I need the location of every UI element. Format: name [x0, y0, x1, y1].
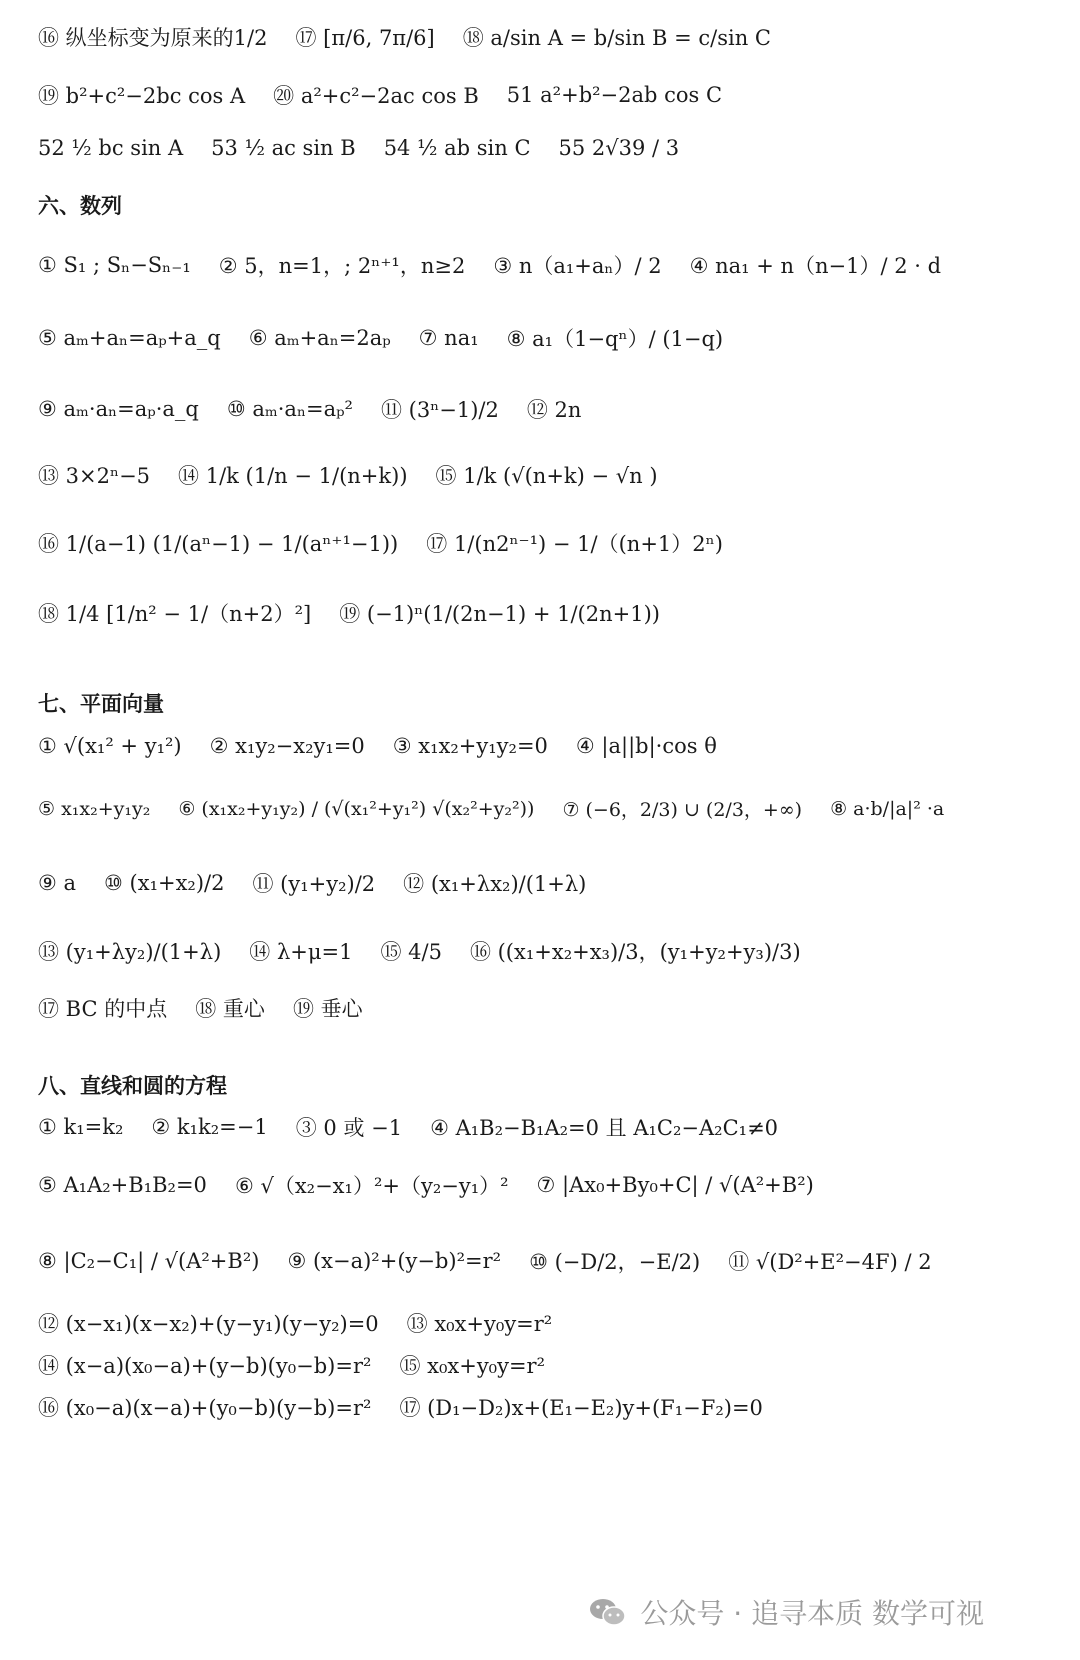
- s6-line-1: [38, 250, 1050, 280]
- answer-9: ⑨ (x−a)²+(y−b)²=r²: [287, 1249, 502, 1273]
- answer-8: ⑧ |C₂−C₁| / √(A²+B²): [38, 1249, 260, 1273]
- answer-15: ⑮ 1/k (√(n+k) − √n ): [435, 464, 658, 488]
- answer-15: ⑮ 4/5: [380, 940, 442, 964]
- answer-2: ② 5，n=1，; 2ⁿ⁺¹，n≥2: [218, 254, 466, 278]
- answer-13: ⑬ (y₁+λy₂)/(1+λ): [38, 940, 222, 964]
- answer-1: ① √(x₁² + y₁²): [38, 734, 182, 758]
- answer-8: ⑧ a₁（1−qⁿ）/ (1−q): [506, 327, 724, 351]
- answer-7: ⑦ |Ax₀+By₀+C| / √(A²+B²): [536, 1173, 814, 1197]
- s8-line-2: [38, 1170, 1050, 1200]
- s7-line-1: [38, 734, 1050, 758]
- answer-5: ⑤ A₁A₂+B₁B₂=0: [38, 1173, 207, 1197]
- answer-6: ⑥ aₘ+aₙ=2aₚ: [248, 326, 391, 350]
- answer-12: ⑫ (x₁+λx₂)/(1+λ): [403, 872, 587, 896]
- wechat-icon: [588, 1596, 628, 1628]
- answer-17: ⑰ BC 的中点: [38, 997, 168, 1021]
- s8-line-6: [38, 1392, 1050, 1422]
- answer-46: ⑯ 纵坐标变为原来的1/2: [38, 26, 268, 50]
- answer-49: ⑲ b²+c²−2bc cos A: [38, 84, 246, 108]
- answer-5: ⑤ x₁x₂+y₁y₂: [38, 797, 151, 820]
- answer-16: ⑯ (x₀−a)(x−a)+(y₀−b)(y−b)=r²: [38, 1396, 372, 1420]
- answer-4: ④ A₁B₂−B₁A₂=0 且 A₁C₂−A₂C₁≠0: [430, 1116, 779, 1140]
- s6-line-4: [38, 460, 1050, 490]
- s6-line-3: [38, 394, 1050, 424]
- answer-54: 54 ½ ab sin C: [383, 136, 531, 160]
- answer-5: ⑤ aₘ+aₙ=aₚ+a_q: [38, 326, 221, 350]
- answer-11: ⑪ √(D²+E²−4F) / 2: [728, 1250, 932, 1274]
- s8-line-4: [38, 1308, 1050, 1338]
- s6-line-5: [38, 528, 1050, 558]
- answer-17: ⑰ (D₁−D₂)x+(E₁−E₂)y+(F₁−F₂)=0: [399, 1396, 763, 1420]
- answer-16: ⑯ ((x₁+x₂+x₃)/3，(y₁+y₂+y₃)/3): [469, 940, 801, 964]
- answer-14: ⑭ (x−a)(x₀−a)+(y−b)(y₀−b)=r²: [38, 1354, 372, 1378]
- section-title-sequences: 六、数列: [38, 194, 122, 218]
- answer-9: ⑨ aₘ·aₙ=aₚ·a_q: [38, 397, 199, 421]
- answer-10: ⑩ aₘ·aₙ=aₚ²: [226, 397, 353, 421]
- s5-line-2: [38, 80, 1050, 110]
- answer-3: ③ n（a₁+aₙ）/ 2: [493, 254, 662, 278]
- answer-18: ⑱ 重心: [195, 997, 265, 1021]
- answer-14: ⑭ λ+μ=1: [249, 940, 353, 964]
- answer-55: 55 2√39 / 3: [558, 136, 680, 160]
- s7-line-5: [38, 993, 1050, 1023]
- s6-line-6: [38, 598, 1050, 628]
- answer-19: ⑲ 垂心: [292, 997, 363, 1021]
- s8-line-1: [38, 1112, 1050, 1142]
- answer-48: ⑱ a/sin A = b/sin B = c/sin C: [462, 26, 771, 50]
- answer-11: ⑪ (y₁+y₂)/2: [252, 872, 376, 896]
- answer-8: ⑧ a·b/|a|² ·a: [830, 797, 945, 820]
- answer-7: ⑦ (−6，2/3) ∪ (2/3，+∞): [562, 799, 803, 821]
- s8-line-5: [38, 1350, 1050, 1380]
- answer-17: ⑰ 1/(n2ⁿ⁻¹) − 1/（(n+1）2ⁿ): [426, 532, 723, 556]
- s7-line-4: [38, 936, 1050, 966]
- s7-line-3: [38, 868, 1050, 898]
- answer-53: 53 ½ ac sin B: [211, 136, 356, 160]
- answer-2: ② x₁y₂−x₂y₁=0: [209, 734, 365, 758]
- answer-6: ⑥ √（x₂−x₁）²+（y₂−y₁）²: [234, 1174, 509, 1198]
- answer-51: 51 a²+b²−2ab cos C: [506, 83, 723, 107]
- s8-line-3: [38, 1246, 1050, 1276]
- answer-10: ⑩ (−D/2，−E/2): [529, 1250, 701, 1274]
- answer-7: ⑦ na₁: [418, 326, 479, 350]
- answer-12: ⑫ 2n: [526, 398, 582, 422]
- footer-text: 公众号 · 追寻本质 数学可视: [640, 1597, 984, 1630]
- answer-12: ⑫ (x−x₁)(x−x₂)+(y−y₁)(y−y₂)=0: [38, 1312, 379, 1336]
- answer-3: ③ 0 或 −1: [295, 1116, 403, 1140]
- answer-47: ⑰ [π/6, 7π/6]: [295, 26, 435, 50]
- answer-10: ⑩ (x₁+x₂)/2: [104, 871, 225, 895]
- s6-line-2: [38, 323, 1050, 353]
- answer-4: ④ |a||b|·cos θ: [575, 734, 717, 758]
- s5-line-1: [38, 22, 1050, 52]
- answer-2: ② k₁k₂=−1: [151, 1115, 268, 1139]
- answer-6: ⑥ (x₁x₂+y₁y₂) / (√(x₁²+y₁²) √(x₂²+y₂²)): [178, 797, 535, 820]
- answer-15: ⑮ x₀x+y₀y=r²: [399, 1354, 546, 1378]
- answer-3: ③ x₁x₂+y₁y₂=0: [392, 734, 548, 758]
- answer-18: ⑱ 1/4 [1/n² − 1/（n+2）²]: [38, 602, 312, 626]
- answer-19: ⑲ (−1)ⁿ(1/(2n−1) + 1/(2n+1)): [339, 602, 660, 626]
- s7-line-2: [38, 795, 1050, 822]
- section-title-vectors: 七、平面向量: [38, 692, 164, 716]
- s5-line-3: [38, 136, 1050, 160]
- answer-52: 52 ½ bc sin A: [38, 136, 184, 160]
- answer-11: ⑪ (3ⁿ−1)/2: [380, 398, 499, 422]
- answer-13: ⑬ x₀x+y₀y=r²: [406, 1312, 553, 1336]
- answer-13: ⑬ 3×2ⁿ−5: [38, 464, 151, 488]
- answer-50: ⑳ a²+c²−2ac cos B: [273, 84, 479, 108]
- answer-14: ⑭ 1/k (1/n − 1/(n+k)): [178, 464, 408, 488]
- footer-watermark: [588, 1592, 984, 1632]
- answer-1: ① S₁ ; Sₙ−Sₙ₋₁: [38, 253, 191, 277]
- section-title-lines-circles: 八、直线和圆的方程: [38, 1074, 227, 1098]
- answer-16: ⑯ 1/(a−1) (1/(aⁿ−1) − 1/(aⁿ⁺¹−1)): [38, 532, 399, 556]
- answer-4: ④ na₁ + n（n−1）/ 2 · d: [689, 254, 942, 278]
- answer-9: ⑨ a: [38, 871, 77, 895]
- answer-1: ① k₁=k₂: [38, 1115, 124, 1139]
